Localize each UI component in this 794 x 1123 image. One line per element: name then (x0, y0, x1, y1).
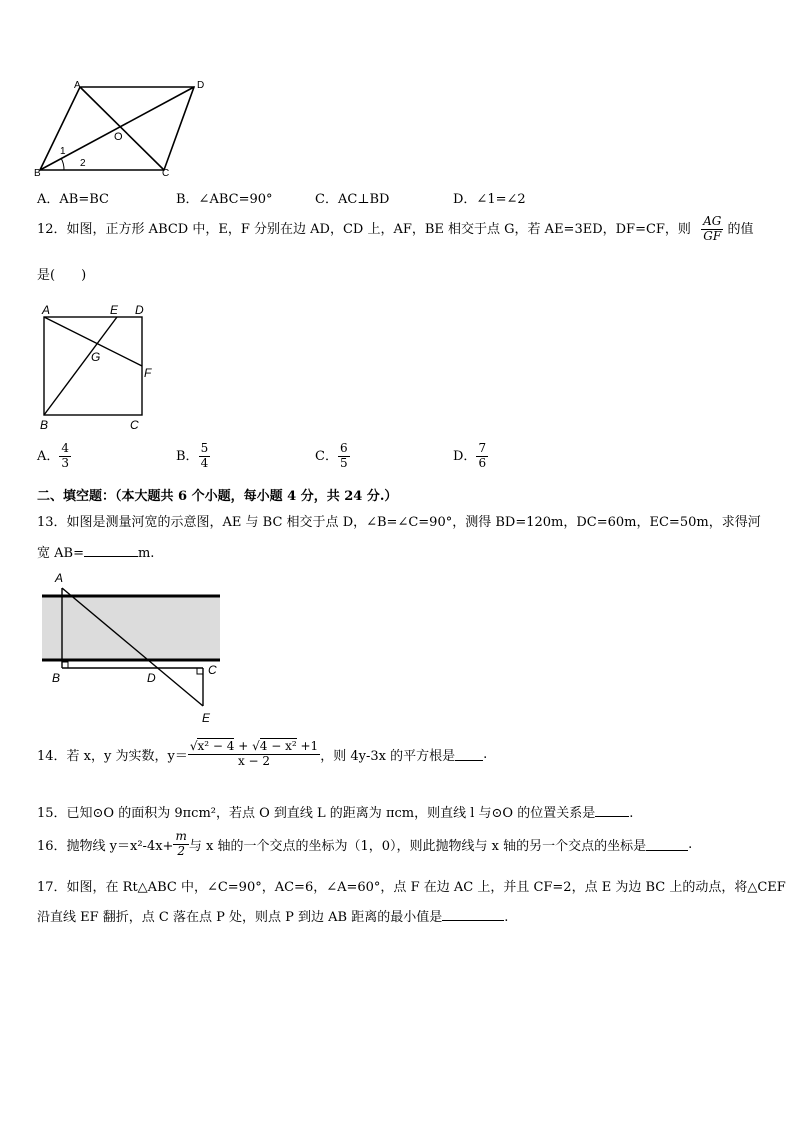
q11-label-C: C (162, 168, 170, 178)
q13-line2-post: m. (137, 546, 155, 561)
sqrt-icon: √ (189, 739, 198, 753)
q16-fraction (173, 830, 188, 859)
q14-plus: + (238, 739, 249, 753)
q12-label-B: B (40, 418, 49, 432)
q12-option-a-letter: A． (37, 448, 60, 464)
q17-question-line2 (37, 906, 508, 925)
q12-label-C: C (130, 418, 139, 432)
q12-ratio-fraction (701, 215, 723, 244)
q12-option-b-letter: B． (176, 448, 199, 464)
q14-denominator: x − 2 (237, 753, 271, 768)
q12-option-c (315, 442, 350, 471)
q11-label-B: B (34, 168, 41, 178)
q14-radical-1: x² − 4 (197, 739, 235, 753)
q12-option-b-num: 5 (200, 441, 209, 455)
q12-option-a-den: 3 (61, 455, 70, 470)
q14-radical-2: 4 − x² (259, 739, 297, 753)
q12-option-d-den: 6 (478, 455, 487, 470)
sqrt-icon: √ (252, 739, 260, 753)
q12-label-G: G (91, 350, 101, 364)
q13-question-line1: 13．如图是测量河宽的示意图，AE 与 BC 相交于点 D，∠B=∠C=90°，测得 BD=120m，DC=60m，EC=50m，求得河 (37, 515, 761, 530)
q12-option-d-num: 7 (478, 441, 487, 455)
q12-square-figure (36, 300, 166, 435)
q11-label-A: A (74, 80, 81, 91)
q14-end: . (483, 746, 488, 762)
q12-frac-den: GF (703, 228, 722, 243)
q12-label-E: E (110, 303, 119, 317)
q11-option-d: D．∠1=∠2 (453, 192, 526, 207)
q17-end: . (504, 910, 509, 925)
q16-post: 与 x 轴的一个交点的坐标为（1，0），则此抛物线与 x 轴的另一个交点的坐标是 (188, 838, 647, 854)
q12-label-D: D (135, 303, 144, 317)
q14-answer-blank[interactable] (455, 748, 483, 761)
q11-option-a: A．AB=BC (37, 192, 109, 207)
section-heading-fill-in: 二、填空题：（本大题共 6 个小题，每小题 4 分，共 24 分.） (37, 489, 398, 504)
q12-label-F: F (144, 366, 152, 380)
q13-river-figure (40, 568, 230, 726)
q14-post: ，则 4y-3x 的平方根是 (320, 748, 456, 764)
q14-pre: 14．若 x，y 为实数，y＝ (37, 748, 188, 764)
q12-option-b-fraction (199, 442, 211, 471)
q12-option-a-num: 4 (61, 441, 70, 455)
q12-option-c-den: 5 (339, 455, 348, 470)
q12-option-d-fraction (476, 442, 488, 471)
q13-label-B: B (52, 671, 61, 685)
q17-question-line1: 17．如图，在 Rt△ABC 中，∠C=90°，AC=6，∠A=60°，点 F 在边 AC 上，并且 CF=2，点 E 为边 BC 上的动点，将△CEF (37, 880, 786, 895)
q12-option-d-letter: D． (453, 448, 477, 464)
q12-question-line2: 是( ) (37, 268, 87, 283)
q13-question-line2 (37, 542, 154, 561)
q16-frac-den: 2 (177, 843, 185, 858)
q12-frac-num: AG (703, 214, 722, 228)
q14-expression-fraction (188, 740, 320, 769)
q13-label-D: D (147, 671, 156, 685)
q15-end: . (629, 806, 634, 821)
q13-line2-pre: 宽 AB= (37, 546, 84, 561)
q14-question (37, 740, 487, 769)
q11-label-2: 2 (80, 158, 86, 169)
q13-answer-blank[interactable] (84, 544, 138, 557)
q12-option-b-den: 4 (200, 455, 209, 470)
q16-end: . (688, 836, 693, 852)
q16-question (37, 830, 692, 859)
q12-text: 12．如图，正方形 ABCD 中，E，F 分别在边 AD，CD 上，AF，BE 相交于点 G，若 AE=3ED，DF=CF，则 (37, 221, 691, 237)
q12-option-c-fraction (338, 442, 350, 471)
q15-question (37, 802, 633, 821)
q12-option-b (176, 442, 210, 471)
q12-option-c-letter: C． (315, 448, 338, 464)
q12-option-c-num: 6 (339, 441, 348, 455)
q12-tail: 的值 (727, 221, 754, 237)
q11-option-c: C．AC⊥BD (315, 192, 390, 207)
q14-num-tail: +1 (300, 739, 319, 753)
q11-label-1: 1 (60, 146, 66, 157)
q11-option-b: B．∠ABC=90° (176, 192, 273, 207)
q12-label-A: A (42, 303, 51, 317)
q16-frac-num: m (175, 829, 187, 843)
q12-option-a (37, 442, 71, 471)
q17-line2-pre: 沿直线 EF 翻折，点 C 落在点 P 处，则点 P 到边 AB 距离的最小值是 (37, 910, 443, 925)
q17-answer-blank[interactable] (442, 908, 504, 921)
q13-river-band (42, 596, 220, 660)
q12-option-a-fraction (59, 442, 71, 471)
q11-label-O: O (114, 131, 123, 143)
q15-text: 15．已知⊙O 的面积为 9πcm²，若点 O 到直线 L 的距离为 πcm，则直线 l 与⊙O 的位置关系是 (37, 806, 596, 821)
q11-label-D: D (197, 80, 205, 91)
q12-option-d (453, 442, 488, 471)
q11-parallelogram-figure (34, 78, 214, 178)
q13-label-E: E (202, 711, 211, 725)
q13-label-C: C (208, 663, 217, 677)
q13-label-A: A (55, 571, 64, 585)
q15-answer-blank[interactable] (595, 804, 629, 817)
q16-pre: 16．抛物线 y＝x²-4x+ (37, 838, 174, 854)
q16-answer-blank[interactable] (646, 838, 688, 851)
q12-question-line1 (37, 215, 754, 244)
q14-numerator (188, 740, 320, 755)
